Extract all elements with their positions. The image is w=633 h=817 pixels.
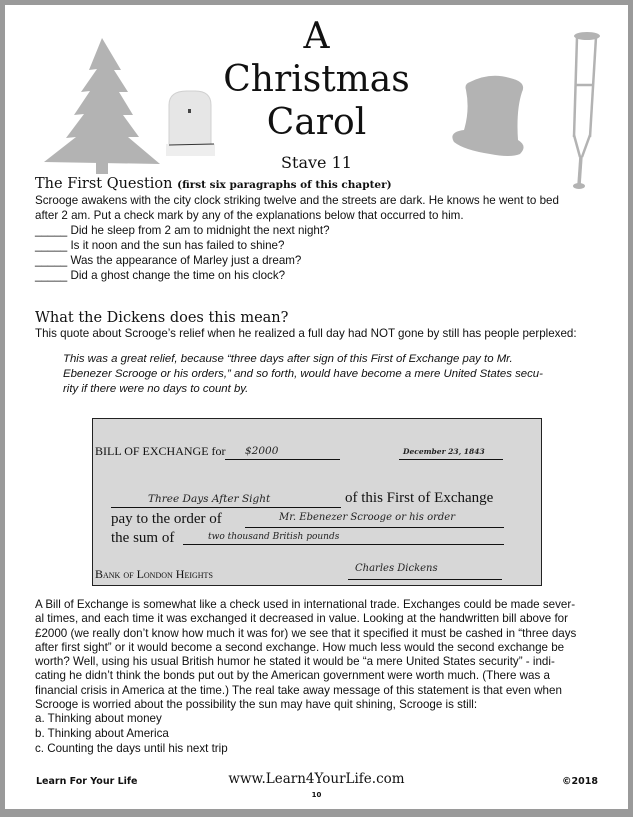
bank-name: Bank of London Heights — [95, 567, 213, 581]
first-question-intro-2: after 2 am. Put a check mark by any of the explanations below that occurred to him. — [35, 209, 464, 222]
bill-date: December 23, 1843 — [403, 447, 485, 456]
page-title-line-3: Carol — [266, 102, 367, 143]
bill-terms: Three Days After Sight — [148, 493, 271, 505]
sum-line — [183, 544, 504, 545]
quote-line: This was a great relief, because “three days after sign of this First of Exchange pay to Mr. — [63, 353, 513, 365]
footer-url[interactable]: www.Learn4YourLife.com — [228, 771, 405, 787]
dickens-heading: What the Dickens does this mean? — [35, 310, 289, 326]
checklist-option[interactable]: _____ Did he sleep from 2 am to midnight the next night? — [35, 224, 330, 237]
payee-line — [245, 527, 504, 528]
pay-to-label: pay to the order of — [111, 511, 222, 527]
amount-line — [225, 459, 340, 460]
first-question-note: (first six paragraphs of this chapter) — [177, 179, 392, 191]
explanation-line: financial crisis in America at the time.) The real take away message of this statement is that even when — [35, 683, 562, 697]
worksheet-page — [5, 5, 628, 809]
explanation-line: al times, and each time it was exchanged it decreased in value. Looking at the handwritten bill above for — [35, 612, 568, 626]
footer-copyright: ©2018 — [562, 776, 598, 787]
quote-line: rity if there were no days to count by. — [63, 383, 249, 395]
explanation-line: £2000 (we really don’t know how much it was for) we see that it specified it must be cashed in “three days — [35, 626, 577, 640]
signature-line — [348, 579, 502, 580]
answer-choice-c[interactable]: c. Counting the days until his next trip — [35, 742, 228, 755]
checklist-option[interactable]: _____ Was the appearance of Marley just a dream? — [35, 254, 302, 267]
dickens-intro: This quote about Scrooge’s relief when he realized a full day had NOT gone by still has people perplexed: — [35, 327, 577, 340]
page-number: 10 — [311, 791, 322, 799]
first-question-title: The First Question — [35, 176, 173, 192]
first-of-exchange-label: of this First of Exchange — [345, 490, 494, 506]
first-question-heading — [35, 176, 392, 192]
explanation-line: Scrooge is worried about the possibility the sun may have quit shining, Scrooge is still: — [35, 698, 478, 712]
bill-label: BILL OF EXCHANGE for — [95, 444, 226, 458]
first-question-intro-1: Scrooge awakens with the city clock striking twelve and the streets are dark. He knows he went to bed — [35, 194, 559, 207]
answer-choice-a[interactable]: a. Thinking about money — [35, 712, 162, 725]
explanation-line: after first sight” or it would become a second exchange. How much less would the second exchange be — [35, 640, 565, 654]
checklist-option[interactable]: _____ Is it noon and the sun has failed to shine? — [35, 239, 285, 252]
answer-choice-b[interactable]: b. Thinking about America — [35, 727, 169, 740]
explanation-line: cating he didn’t think the bonds put out by the American government were worth much. (There was a — [35, 669, 550, 683]
page-title-line-1: A — [303, 16, 330, 57]
dickens-quote — [63, 352, 591, 397]
quote-line: Ebenezer Scrooge or his orders,” and so forth, would have become a mere United States secu- — [63, 368, 543, 380]
footer-brand: Learn For Your Life — [36, 776, 138, 787]
bill-payee: Mr. Ebenezer Scrooge or his order — [279, 512, 456, 523]
bill-amount: $2000 — [245, 445, 279, 457]
explanation-paragraph — [35, 598, 610, 712]
checklist-option[interactable]: _____ Did a ghost change the time on his clock? — [35, 269, 286, 282]
stave-subtitle: Stave 11 — [281, 153, 352, 172]
explanation-line: A Bill of Exchange is somewhat like a check used in international trade. Exchanges could be made sever- — [35, 598, 576, 611]
bill-of-exchange — [92, 418, 542, 586]
page-title-line-2: Christmas — [223, 59, 410, 100]
terms-line — [111, 507, 341, 508]
sum-label: the sum of — [111, 530, 175, 546]
explanation-line: worth? Well, using his usual British humor he stated it would be “a mere United States security” - indi- — [35, 655, 555, 669]
signature: Charles Dickens — [355, 563, 438, 574]
bill-sum-words: two thousand British pounds — [208, 532, 340, 542]
date-line — [399, 459, 503, 460]
